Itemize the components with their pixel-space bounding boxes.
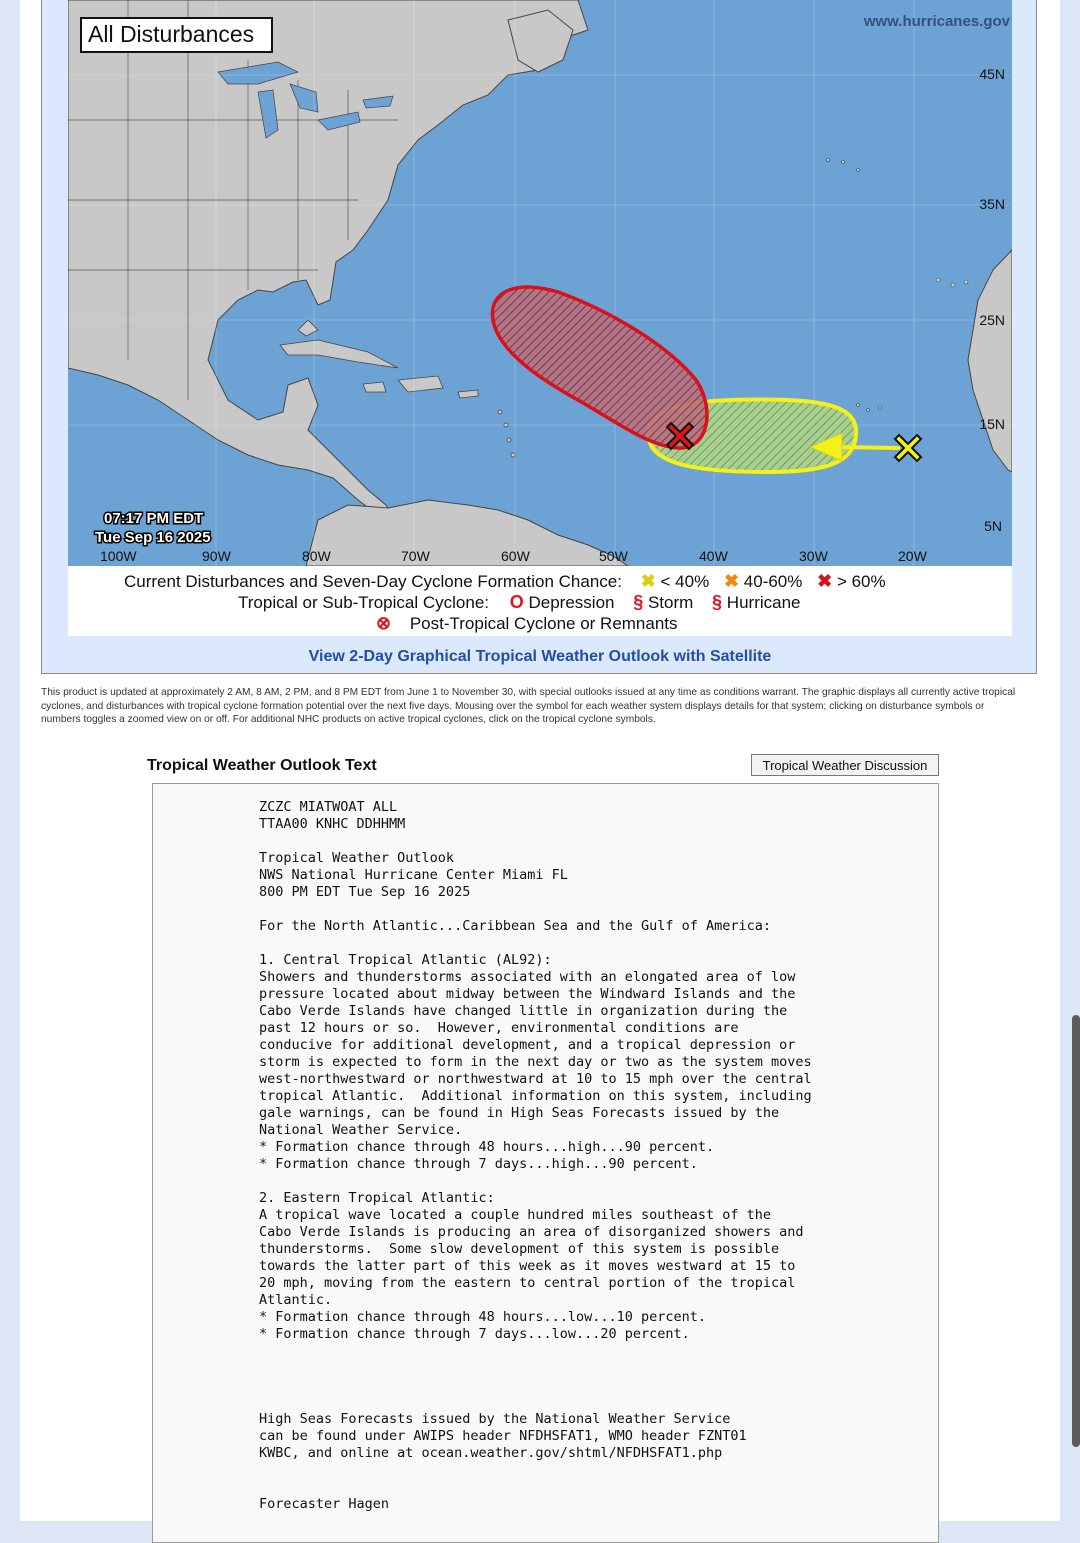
lat-label: 25N [979,312,1005,328]
legend-depression: Depression [528,593,615,612]
legend-mid: 40-60% [743,572,803,591]
legend-low: < 40% [660,572,710,591]
hurricane-icon: § [712,592,723,612]
outlook-text-box[interactable] [152,783,939,1543]
outlook-section-title: Tropical Weather Outlook Text [147,757,377,774]
lon-label: 70W [401,548,430,564]
site-url: www.hurricanes.gov [863,13,1010,30]
lat-label: 35N [979,196,1005,212]
map-title-box [81,18,272,52]
lon-label: 100W [100,548,137,564]
lon-label: 50W [599,548,628,564]
lon-label: 40W [699,548,728,564]
lon-label: 30W [799,548,828,564]
lon-label: 60W [501,548,530,564]
lat-label: 45N [979,66,1005,82]
update-disclaimer: This product is updated at approximately 2 AM, 8 AM, 2 PM, and 8 PM EDT from June 1 to November 30, with special outlooks issued at any time as conditions warrant. The graphic displays all currently active tropical cyclones, and disturbances with tropical cyclone formation potential over the next five days. Mousing over the symbol for each weather system displays details for that system; clicking on disturbance symbols or numbers toggles a zoomed view on or off. For additional NHC products on active tropical cyclones, click on the tropical cyclone symbols. [41,687,1016,725]
outlook-text: ZCZC MIATWOAT ALL TTAA00 KNHC DDHHMM Tropical Weather Outlook NWS National Hurricane Center Miami FL 800 PM EDT Tue Sep 16 2025 For the North Atlantic...Caribbean Sea and the Gulf of America: 1. Central Tropical Atlantic (AL92): Showers and thunderstorms associated with an elongated area of low pressure located about midway between the Windward Islands and the Cabo Verde Islands have changed little in organization during the past 12 hours or so. However, environmental conditions are conducive for additional development, and a tropical depression or storm is expected to form in the next day or two as the system moves west-northwestward or northwestward at 10 to 15 mph over the central tropical Atlantic. Additional information on this system, including gale warnings, can be found in High Seas Forecasts issued by the National Weather Service. * Formation chance through 48 hours...high...90 percent. * Formation chance through 7 days...high...90 percent. 2. Eastern Tropical Atlantic: A tropical wave located a couple hundred miles southeast of the Cabo Verde Islands is producing an area of disorganized showers and thunderstorms. Some slow development of this system is possible towards the latter part of this week as it moves westward at 15 to 20 mph, moving from the eastern to central portion of the tropical Atlantic. * Formation chance through 48 hours...low...10 percent. * Formation chance through 7 days...low...20 percent. High Seas Forecasts issued by the National Weather Service can be found under AWIPS header NFDHSFAT1, WMO header FZNT01 KWBC, and online at ocean.weather.gov/shtml/NFDHSFAT1.php Forecaster Hagen [259,799,812,1512]
lat-label: 15N [979,416,1005,432]
lon-label: 20W [898,548,927,564]
storm-icon: § [633,592,644,612]
page-scrollbar[interactable] [1072,1015,1080,1447]
legend-high: > 60% [836,572,886,591]
depression-icon: O [509,592,524,612]
map-timestamp-date: Tue Sep 16 2025 [95,529,211,546]
legend-cyclone-label: Tropical or Sub-Tropical Cyclone: [238,593,489,612]
lat-label: 5N [984,518,1002,534]
red-x-icon: ✖ [817,571,833,591]
legend-post-tropical: Post-Tropical Cyclone or Remnants [409,614,678,633]
outlook-map[interactable] [68,0,1012,566]
legend-hurricane: Hurricane [726,593,801,612]
discussion-button[interactable]: Tropical Weather Discussion [751,754,939,776]
post-tropical-icon: ⊗ [376,613,392,633]
satellite-outlook-link[interactable]: View 2-Day Graphical Tropical Weather Outlook with Satellite [308,648,772,665]
map-timestamp-time: 07:17 PM EDT [104,510,204,527]
yellow-x-icon: ✖ [640,571,656,591]
lon-label: 80W [302,548,331,564]
orange-x-icon: ✖ [723,571,740,591]
map-title: All Disturbances [88,21,255,47]
map-legend [68,566,1012,636]
lon-label: 90W [202,548,231,564]
legend-formation-label: Current Disturbances and Seven-Day Cyclone Formation Chance: [124,572,622,591]
legend-storm: Storm [647,593,694,612]
